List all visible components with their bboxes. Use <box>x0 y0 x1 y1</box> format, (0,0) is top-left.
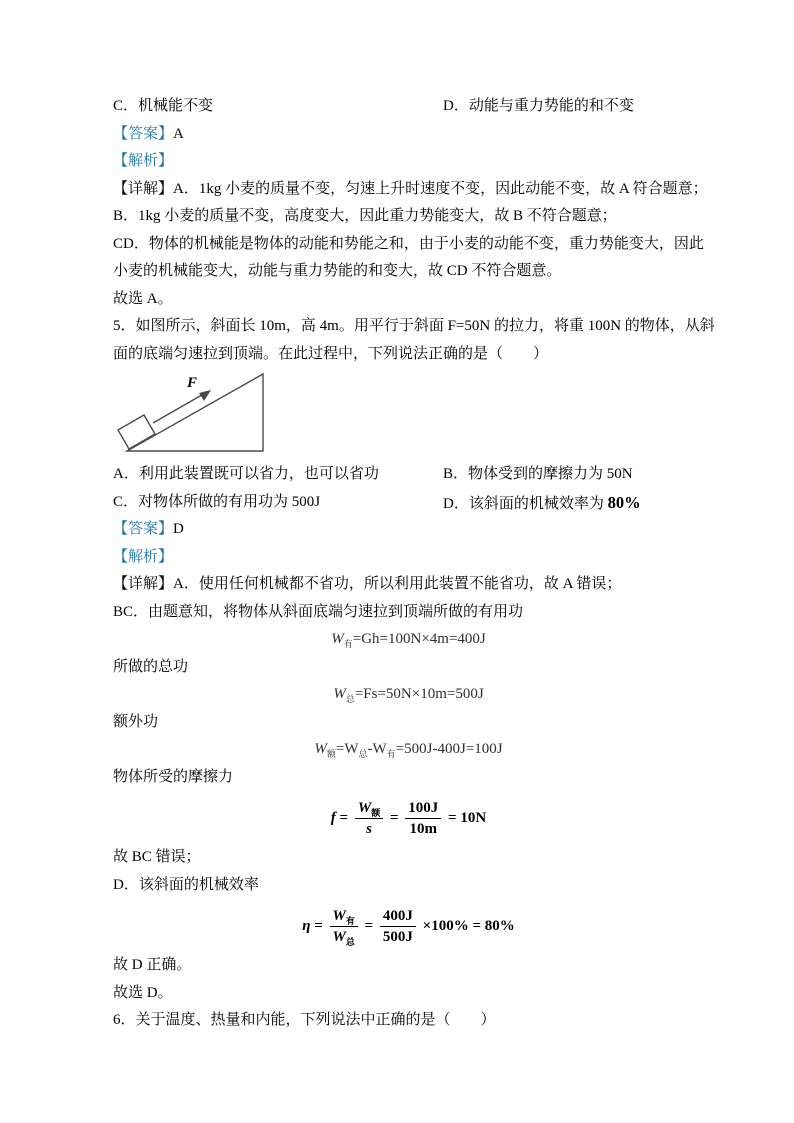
formula-var-f: f <box>330 810 336 826</box>
formula-sub: 总 <box>345 694 355 704</box>
fraction <box>330 907 358 946</box>
formula-body: -W <box>367 741 387 757</box>
q5-option-d <box>443 489 704 519</box>
q4-answer-line <box>113 121 704 149</box>
answer-label: 【答案】 <box>113 125 174 142</box>
q5-incline-diagram <box>115 369 704 459</box>
q5-option-c: C．对物体所做的有用功为 500J <box>113 493 321 510</box>
q4-conclusion: 故选 A。 <box>113 290 173 307</box>
q5-option-b: B．物体受到的摩擦力为 50N <box>443 466 633 482</box>
formula-result: 80% <box>484 918 515 934</box>
formula-var-w: W <box>331 631 344 647</box>
formula-sub: 有 <box>386 749 396 759</box>
formula-var-w: W <box>332 929 346 946</box>
q5-text-d-efficiency: D．该斜面的机械效率 <box>113 876 259 893</box>
q4-options-row <box>113 93 704 121</box>
q5-answer-value: D <box>173 521 184 537</box>
answer-label: 【答案】 <box>113 521 174 537</box>
equals-sign: = <box>314 918 323 934</box>
q4-detail-4: 小麦的机械能变大，动能与重力势能的和变大，故 CD 不符合题意。 <box>113 263 562 279</box>
fraction <box>355 799 383 838</box>
fraction <box>380 907 416 946</box>
equals-sign: = <box>389 810 399 826</box>
formula-extra-work <box>113 736 704 764</box>
fraction-numerator: 100J <box>405 799 441 819</box>
q5-option-a: A．利用此装置既可以省力，也可以省功 <box>113 466 379 482</box>
q4-analysis-line <box>113 148 704 176</box>
q5-text-total-work: 所做的总功 <box>113 658 189 675</box>
formula-efficiency-fraction <box>113 899 704 952</box>
q5-text-d-correct: 故 D 正确。 <box>113 957 192 973</box>
q5-options-row-1 <box>113 461 704 489</box>
q5-stem-line1: 5．如图所示，斜面长 10m，高 4m。用平行于斜面 F=50N 的拉力，将重 100N 的物体，从斜 <box>113 318 715 334</box>
q5-text-friction: 物体所受的摩擦力 <box>113 768 234 785</box>
formula-body: =Gh=100N×4m=400J <box>352 631 486 647</box>
q5-detail-2: BC．由题意知，将物体从斜面底端匀速拉到顶端所做的有用功 <box>113 603 524 620</box>
formula-sub: 额 <box>326 749 336 759</box>
q5-option-d-text: D．该斜面的机械效率为 <box>443 495 604 512</box>
q5-text-extra-work: 额外功 <box>113 713 159 730</box>
equals-sign: = <box>339 810 349 826</box>
q6-stem: 6．关于温度、热量和内能，下列说法中正确的是（ ） <box>113 1012 496 1028</box>
formula-sub: 总 <box>358 749 368 759</box>
incline-plane-figure <box>115 369 320 459</box>
formula-result: 10N <box>460 810 487 826</box>
fraction-numerator: 400J <box>380 907 416 927</box>
equals-sign: = <box>448 810 457 826</box>
formula-var-w: W <box>333 686 346 702</box>
formula-var-s: s <box>366 821 372 838</box>
force-arrowhead <box>199 390 211 401</box>
q5-answer-line <box>113 516 704 544</box>
q4-answer-value: A <box>173 125 184 142</box>
fraction-denominator: 10m <box>409 821 438 838</box>
q5-stem-line2: 面的底端匀速拉到顶端。在此过程中，下列说法正确的是（ ） <box>113 345 549 362</box>
equals-sign: = <box>472 918 482 934</box>
q4-detail-3: CD．物体的机械能是物体的动能和势能之和，由于小麦的动能不变，重力势能变大，因此 <box>113 235 704 252</box>
formula-var-w: W <box>332 908 346 925</box>
formula-body: =500J-400J=100J <box>395 741 503 757</box>
q5-options-row-2 <box>113 489 704 517</box>
q4-detail-2: B．1kg 小麦的质量不变，高度变大，因此重力势能变大，故 B 不符合题意； <box>113 208 617 224</box>
formula-sub: 总 <box>345 937 355 948</box>
formula-body: =Fs=50N×10m=500J <box>354 686 484 702</box>
analysis-label: 【解析】 <box>113 153 174 169</box>
formula-sub: 有 <box>343 639 353 649</box>
analysis-label: 【解析】 <box>113 548 174 565</box>
formula-var-eta: η <box>302 918 311 934</box>
formula-body: =W <box>335 741 359 757</box>
q5-detail-1: 【详解】A．使用任何机械都不省功，所以利用此装置不能省功，故 A 错误； <box>113 576 622 592</box>
fraction <box>405 799 441 838</box>
formula-sub: 有 <box>345 916 355 927</box>
fraction-denominator: 500J <box>382 929 413 946</box>
q4-option-c: C．机械能不变 <box>113 98 214 114</box>
formula-sub: 额 <box>371 808 381 819</box>
q5-conclusion: 故选 D。 <box>113 984 173 1001</box>
block-on-incline <box>118 415 155 449</box>
q5-text-bc-wrong: 故 BC 错误； <box>113 849 201 865</box>
formula-var-w: W <box>314 741 327 757</box>
q5-option-d-value: 80% <box>607 492 641 512</box>
force-arrow <box>153 392 207 423</box>
formula-total-work <box>113 681 704 709</box>
force-label: F <box>187 375 198 391</box>
formula-useful-work <box>113 626 704 654</box>
q4-detail-1: 【详解】A．1kg 小麦的质量不变，匀速上升时速度不变，因此动能不变，故 A 符合题意； <box>113 180 708 197</box>
times-100-percent: ×100% <box>422 918 469 934</box>
equals-sign: = <box>364 918 374 934</box>
formula-friction-fraction <box>113 791 704 844</box>
formula-var-w: W <box>357 800 372 817</box>
q4-option-d: D．动能与重力势能的和不变 <box>443 98 634 114</box>
q5-analysis-line <box>113 544 704 572</box>
